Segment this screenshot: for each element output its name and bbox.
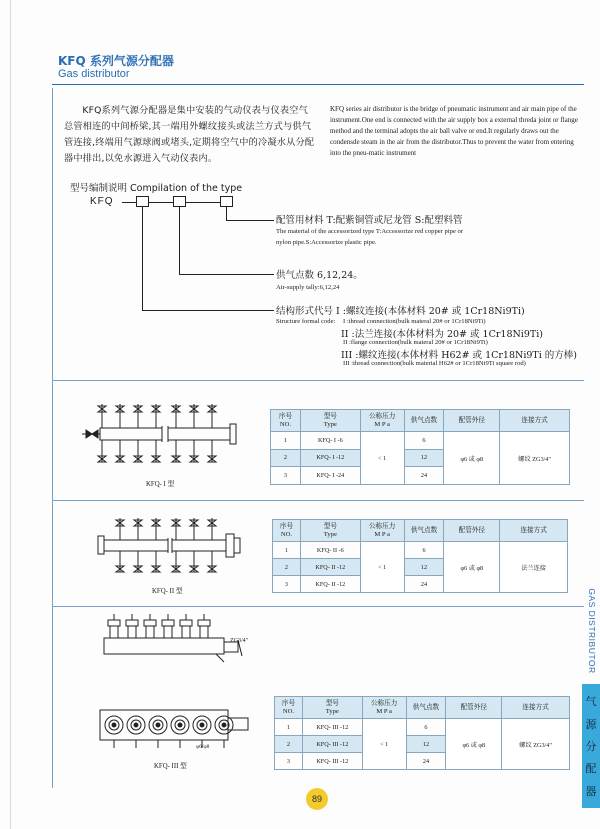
cell-no: 2 (273, 559, 301, 576)
kfq-1-label: KFQ- I 型 (146, 481, 175, 488)
header-type-cn: 型号 (323, 412, 337, 420)
code-dash (122, 202, 136, 203)
structure-text-cn-3: III :螺纹连接(本体材料 H62# 或 1Cr18Ni9Ti 的方棒) (341, 350, 578, 361)
side-tab-char: 源 (585, 717, 597, 731)
header-pipe-od: 配管外径 (444, 520, 500, 542)
structure-text-cn-2: II :法兰连接(本体材料为 20# 或 1Cr18Ni9Ti) (341, 329, 543, 340)
header-no-en: NO. (282, 707, 295, 715)
material-text-cn: 配管用材料 T:配紫铜管或尼龙管 S:配塑料管 (276, 215, 463, 226)
cell-no: 3 (271, 467, 301, 485)
header-type (300, 410, 360, 432)
cell-no: 2 (275, 736, 303, 753)
code-box-structure (136, 196, 149, 207)
header-connection: 连接方式 (502, 697, 570, 719)
compilation-title: 型号编制说明 Compilation of the type (70, 183, 243, 194)
cell-type: KFQ- II -12 (300, 559, 360, 576)
cell-points: 6 (406, 719, 446, 736)
cell-no: 1 (273, 542, 301, 559)
leader-line (179, 207, 180, 275)
structure-text-en-2: II :flange connection(bulk materal 20# or 1Cr18Ni9Ti) (343, 339, 488, 346)
cell-no: 1 (275, 719, 303, 736)
header-no-cn: 序号 (279, 522, 294, 530)
leader-line (142, 310, 274, 311)
kfq-2-drawing (96, 512, 246, 578)
header-type (302, 697, 362, 719)
page-title-cn: KFQ 系列气源分配器 (58, 54, 174, 68)
header-no (275, 697, 303, 719)
structure-text-en-3: III :thread connection(bulk material H62# or 1Cr18Ni9Ti square rod) (343, 360, 526, 367)
cell-points: 12 (404, 559, 444, 576)
table-row (273, 542, 568, 559)
header-points: 供气点数 (406, 697, 446, 719)
kfq-2-label: KFQ- II 型 (152, 588, 183, 595)
header-pressure-en: M P a (376, 707, 392, 715)
kfq-3-top-drawing (96, 702, 266, 752)
header-rule (52, 84, 584, 85)
side-tab-char: 气 (585, 695, 597, 709)
cell-pipe-od: φ6 或 φ8 (446, 719, 502, 770)
cell-no: 1 (271, 432, 301, 450)
code-dash (186, 202, 220, 203)
cell-pressure: < 1 (360, 432, 404, 485)
cell-points: 12 (406, 736, 446, 753)
cell-points: 12 (404, 449, 444, 467)
header-pressure-en: M P a (374, 530, 390, 538)
cell-type: KFQ- II -12 (300, 576, 360, 593)
section-divider (52, 500, 584, 501)
kfq-1-spec-table (270, 409, 570, 485)
cell-type: KFQ- III -12 (302, 736, 362, 753)
cell-pipe-od: φ6 或 φ8 (444, 542, 500, 593)
intro-text-cn: KFQ系列气源分配器是集中安装的气动仪表与仪表空气总管相连的中间桥梁,其一端用外螺纹接头或法兰方式与供气管连接,终端用气源球阀或堵头,定期将空气中的冷凝水从分配器中排出,以免水源进入气动仪表内。 (64, 105, 315, 164)
tally-text-cn: 供气点数 6,12,24。 (276, 270, 363, 281)
header-pipe-od: 配管外径 (444, 410, 500, 432)
header-type-en: Type (323, 420, 337, 428)
leader-line (226, 220, 274, 221)
cell-type: KFQ- II -6 (300, 542, 360, 559)
cell-connection: 法兰连接 (500, 542, 568, 593)
header-no-en: NO. (280, 530, 293, 538)
page-number: 89 (306, 788, 328, 810)
cell-pressure: < 1 (360, 542, 404, 593)
header-pressure (360, 520, 404, 542)
binding-edge (10, 0, 11, 829)
section-divider (52, 380, 584, 381)
header-no (273, 520, 301, 542)
side-tab-char: 器 (585, 784, 597, 798)
side-tab-cn (582, 684, 600, 808)
header-pressure-cn: 公称压力 (368, 412, 396, 420)
cell-type: KFQ- III -12 (302, 719, 362, 736)
cell-pipe-od: φ6 或 φ8 (444, 432, 500, 485)
code-box-material (220, 196, 233, 207)
cell-type: KFQ- I -12 (300, 449, 360, 467)
table-row (271, 432, 570, 450)
header-type-cn: 型号 (323, 522, 337, 530)
side-tab-en (584, 580, 600, 682)
structure-text-cn-1: 结构形式代号 I :螺纹连接(本体材料 20# 或 1Cr18Ni9Ti) (276, 306, 525, 317)
header-pressure-cn: 公称压力 (368, 522, 396, 530)
header-no-cn: 序号 (278, 412, 293, 420)
cell-points: 24 (404, 467, 444, 485)
material-text-en-1: The material of the accessorized type T:Accessorize red copper pipe or (276, 228, 464, 235)
kfq-3-od-note: φ6/φ8 (196, 744, 210, 750)
header-connection: 连接方式 (500, 520, 568, 542)
cell-connection: 螺纹 ZG3/4" (502, 719, 570, 770)
header-type-cn: 型号 (325, 699, 339, 707)
leader-line (142, 207, 143, 311)
code-dash (149, 202, 173, 203)
kfq-1-drawing (82, 398, 252, 470)
header-pressure (362, 697, 406, 719)
header-type-en: Type (325, 707, 339, 715)
header-points: 供气点数 (404, 520, 444, 542)
page-title-en: Gas distributor (58, 68, 130, 80)
header-no (271, 410, 301, 432)
header-pressure-cn: 公称压力 (370, 699, 398, 707)
cell-points: 6 (404, 432, 444, 450)
tally-text-en: Air-supply tally:6,12,24 (276, 284, 340, 291)
cell-no: 3 (275, 753, 303, 770)
side-tab-char: 分 (585, 739, 597, 753)
header-points: 供气点数 (404, 410, 444, 432)
header-pressure-en: M P a (374, 420, 390, 428)
side-tab-en-text: GAS DISTRIBUTOR (587, 588, 597, 674)
header-connection: 连接方式 (500, 410, 570, 432)
section-divider (52, 606, 584, 607)
header-pipe-od: 配管外径 (446, 697, 502, 719)
table-row (275, 719, 570, 736)
kfq-2-spec-table (272, 519, 568, 593)
side-tab-char: 配 (585, 762, 597, 776)
cell-pressure: < 1 (362, 719, 406, 770)
cell-type: KFQ- III -12 (302, 753, 362, 770)
structure-text-en-1: I :thread connection(bulk materal 20# or 1Cr18Ni9Ti) (343, 318, 486, 325)
cell-no: 2 (271, 449, 301, 467)
kfq-3-label: KFQ- III 型 (154, 763, 187, 770)
intro-text-en: KFQ series air distributor is the bridge of pneumatic instrument and air main pipe of the instrument.One end is connected with the air supply box a external threda joint or flange method and the terminal adopts the air ball valve or end.It regularly draws out the condensde steam in the air from the distributor.Thus to prevent the water from entering into the pneu-matic instrument (330, 105, 578, 157)
header-no-cn: 序号 (281, 699, 296, 707)
type-code: KFQ (90, 196, 114, 207)
cell-connection: 螺纹 ZG3/4" (500, 432, 570, 485)
kfq-3-thread-note: ZG3/4" (230, 638, 249, 644)
header-pressure (360, 410, 404, 432)
cell-type: KFQ- I -24 (300, 467, 360, 485)
header-type (300, 520, 360, 542)
kfq-3-spec-table (274, 696, 570, 770)
leader-line (226, 207, 227, 221)
header-no-en: NO. (279, 420, 292, 428)
cell-no: 3 (273, 576, 301, 593)
leader-line (179, 274, 274, 275)
structure-label-en: Structure formal code: (276, 318, 336, 325)
cell-type: KFQ- I -6 (300, 432, 360, 450)
cell-points: 6 (404, 542, 444, 559)
cell-points: 24 (406, 753, 446, 770)
code-box-tally (173, 196, 186, 207)
material-text-en-2: nylon pipe.S:Accessorize plastic pipe. (276, 239, 377, 246)
header-type-en: Type (323, 530, 337, 538)
cell-points: 24 (404, 576, 444, 593)
